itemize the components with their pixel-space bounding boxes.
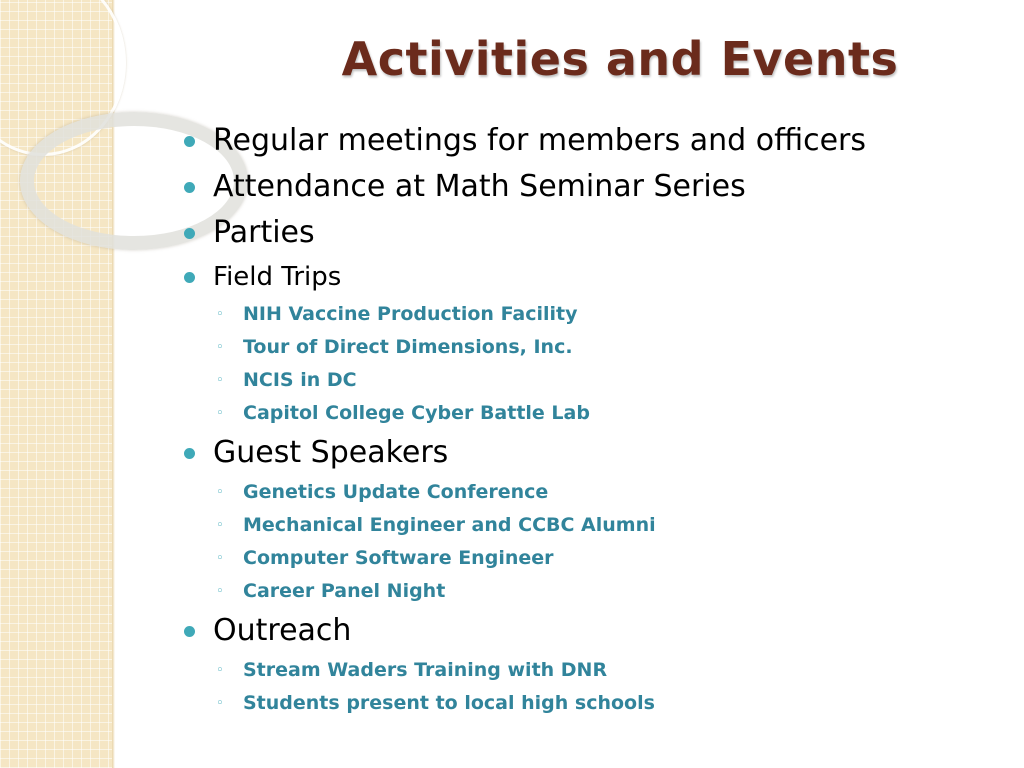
circle-bullet-icon: ◦ xyxy=(216,518,224,533)
list-item-text: Outreach xyxy=(213,613,352,648)
list-item-text: Parties xyxy=(213,215,315,250)
circle-bullet-icon: ◦ xyxy=(216,406,224,421)
decorative-side-panel xyxy=(0,0,112,768)
sub-list-item-text: Career Panel Night xyxy=(243,580,446,602)
side-panel-edge xyxy=(112,0,115,768)
circle-bullet-icon: ◦ xyxy=(216,373,224,388)
list-item xyxy=(184,210,1004,256)
sub-list-item xyxy=(184,509,1004,542)
sub-list-item-text: Stream Waders Training with DNR xyxy=(243,659,608,681)
sub-list-item xyxy=(184,542,1004,575)
circle-bullet-icon: ◦ xyxy=(216,663,224,678)
list-item-text: Guest Speakers xyxy=(213,435,449,470)
slide-title: Activities and Events xyxy=(341,32,899,86)
list-item xyxy=(184,164,1004,210)
sub-list-item-text: Capitol College Cyber Battle Lab xyxy=(243,402,590,424)
sub-list-item xyxy=(184,397,1004,430)
bullet-dot-icon xyxy=(184,228,195,239)
sub-list-item xyxy=(184,476,1004,509)
sub-list-item xyxy=(184,654,1004,687)
sub-list-item-text: Tour of Direct Dimensions, Inc. xyxy=(243,336,573,358)
sub-list-item-text: NCIS in DC xyxy=(243,369,357,391)
bullet-dot-icon xyxy=(184,272,195,283)
list-item xyxy=(184,608,1004,654)
sub-list-item xyxy=(184,298,1004,331)
sub-list-item xyxy=(184,364,1004,397)
bullet-dot-icon xyxy=(184,626,195,637)
list-item-text: Attendance at Math Seminar Series xyxy=(213,169,746,204)
sub-list-item xyxy=(184,331,1004,364)
circle-bullet-icon: ◦ xyxy=(216,551,224,566)
bullet-dot-icon xyxy=(184,136,195,147)
list-item xyxy=(184,256,1004,298)
sub-list-item-text: Genetics Update Conference xyxy=(243,481,549,503)
list-item xyxy=(184,430,1004,476)
circle-bullet-icon: ◦ xyxy=(216,584,224,599)
sub-list-item-text: Computer Software Engineer xyxy=(243,547,554,569)
list-item-text: Field Trips xyxy=(213,262,342,292)
circle-bullet-icon: ◦ xyxy=(216,485,224,500)
circle-bullet-icon: ◦ xyxy=(216,696,224,711)
bullet-dot-icon xyxy=(184,182,195,193)
list-item xyxy=(184,118,1004,164)
bullet-list xyxy=(184,118,1004,720)
bullet-dot-icon xyxy=(184,448,195,459)
sub-list-item xyxy=(184,575,1004,608)
circle-bullet-icon: ◦ xyxy=(216,307,224,322)
circle-bullet-icon: ◦ xyxy=(216,340,224,355)
sub-list-item xyxy=(184,687,1004,720)
sub-list-item-text: Students present to local high schools xyxy=(243,692,655,714)
list-item-text: Regular meetings for members and officers xyxy=(213,123,866,158)
sub-list-item-text: Mechanical Engineer and CCBC Alumni xyxy=(243,514,656,536)
sub-list-item-text: NIH Vaccine Production Facility xyxy=(243,303,578,325)
